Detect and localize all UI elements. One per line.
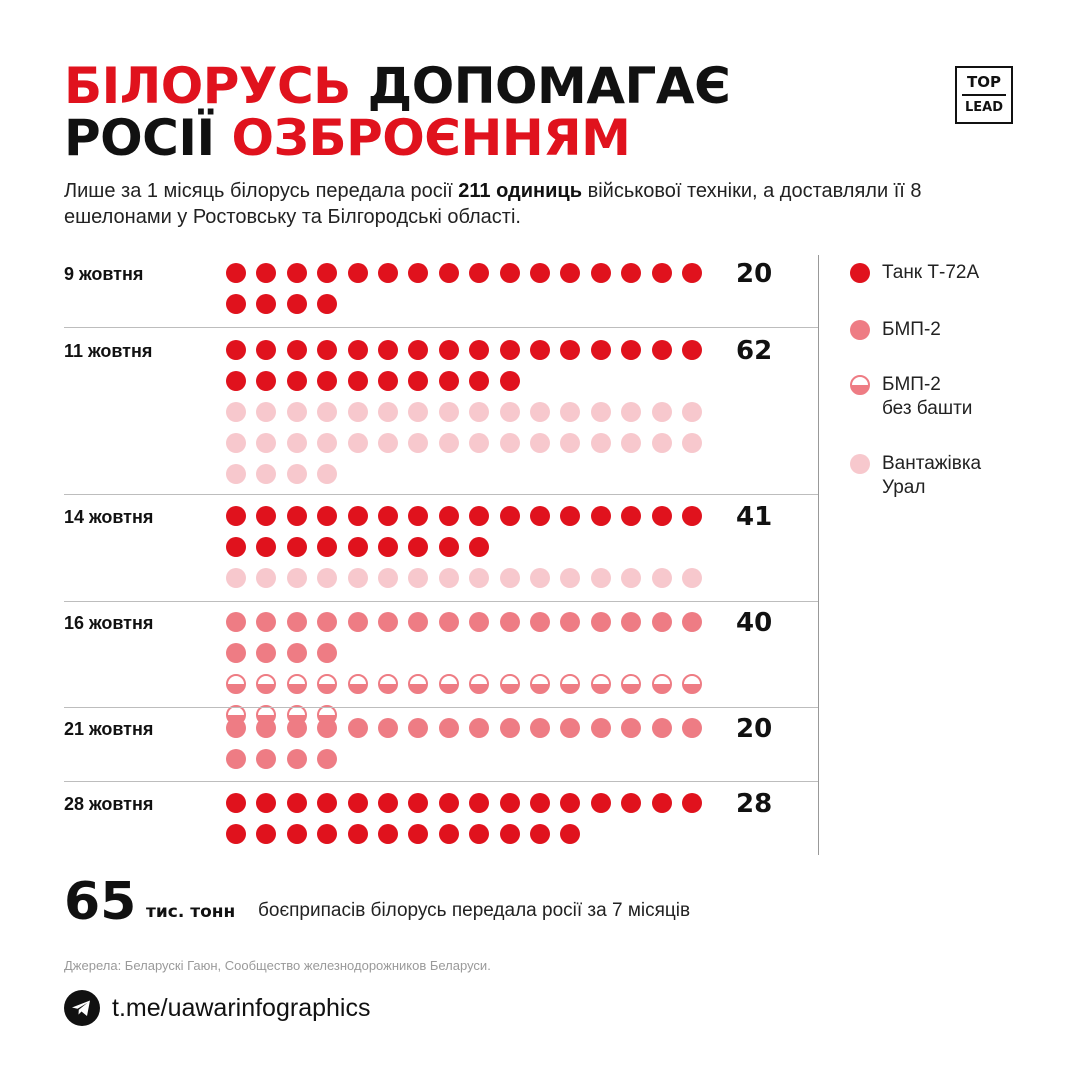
dot-bmp xyxy=(560,612,580,632)
row-date: 28 жовтня xyxy=(64,794,154,814)
dot-truck xyxy=(469,433,489,453)
dot-tank xyxy=(256,263,276,283)
title-red-2: ОЗБРОЄННЯМ xyxy=(231,109,631,167)
dot-tank xyxy=(439,263,459,283)
dot-truck xyxy=(378,433,398,453)
dot-bmp-nt xyxy=(621,674,641,694)
row-separator xyxy=(64,781,818,782)
dot-tank xyxy=(348,824,368,844)
dot-tank xyxy=(469,537,489,557)
dot-tank xyxy=(378,824,398,844)
dot-tank xyxy=(621,506,641,526)
row-separator xyxy=(64,327,818,328)
dot-tank xyxy=(378,793,398,813)
dot-tank xyxy=(226,824,246,844)
dot-tank xyxy=(621,340,641,360)
dot-tank xyxy=(226,537,246,557)
dot-bmp xyxy=(500,612,520,632)
dot-truck xyxy=(621,568,641,588)
dot-tank xyxy=(439,824,459,844)
dot-truck xyxy=(439,433,459,453)
dot-truck xyxy=(408,568,428,588)
dot-tank xyxy=(256,793,276,813)
dot-tank xyxy=(256,824,276,844)
dot-bmp-nt xyxy=(469,674,489,694)
dot-truck xyxy=(256,402,276,422)
row-date: 14 жовтня xyxy=(64,507,154,527)
subtitle-post: військової техніки, а доставляли її 8 ешелонами у Ростовську та Білгородські області. xyxy=(64,180,922,228)
dot-bmp-nt xyxy=(500,674,520,694)
dot-truck xyxy=(256,433,276,453)
row-date: 21 жовтня xyxy=(64,719,154,739)
dot-bmp xyxy=(317,612,337,632)
dot-bmp xyxy=(256,643,276,663)
dot-bmp-nt xyxy=(652,674,672,694)
row-total: 62 xyxy=(736,336,773,366)
row-separator xyxy=(64,494,818,495)
dot-truck xyxy=(408,433,428,453)
source-note: Джерела: Беларускі Гаюн, Сообщество железнодорожников Беларуси. xyxy=(64,958,491,973)
dot-tank xyxy=(469,824,489,844)
dot-truck xyxy=(469,402,489,422)
dot-bmp-nt xyxy=(560,674,580,694)
legend-label: БМП-2 без башти xyxy=(882,374,973,419)
row-date: 16 жовтня xyxy=(64,613,154,633)
dot-truck xyxy=(287,433,307,453)
dot-truck xyxy=(652,402,672,422)
dot-tank xyxy=(408,824,428,844)
dot-truck xyxy=(378,568,398,588)
dot-tank xyxy=(226,263,246,283)
dot-bmp xyxy=(469,718,489,738)
dot-tank xyxy=(682,263,702,283)
row-total: 41 xyxy=(736,502,773,532)
dot-tank xyxy=(439,537,459,557)
dot-tank xyxy=(226,294,246,314)
dot-truck xyxy=(226,402,246,422)
dot-tank xyxy=(530,506,550,526)
dot-tank xyxy=(317,263,337,283)
dot-truck xyxy=(591,433,611,453)
dot-tank xyxy=(560,263,580,283)
legend-swatch xyxy=(850,263,870,283)
dot-tank xyxy=(378,537,398,557)
dot-truck xyxy=(560,568,580,588)
row-date: 11 жовтня xyxy=(64,341,153,361)
dot-truck xyxy=(469,568,489,588)
dot-bmp xyxy=(530,718,550,738)
dot-tank xyxy=(348,537,368,557)
dot-truck xyxy=(439,568,459,588)
dot-bmp xyxy=(682,612,702,632)
legend-label: БМП-2 xyxy=(882,319,941,340)
logo-line-2: LEAD xyxy=(964,100,1004,115)
dot-tank xyxy=(500,340,520,360)
dot-tank xyxy=(317,793,337,813)
dot-tank xyxy=(317,506,337,526)
dot-truck xyxy=(408,402,428,422)
dot-bmp xyxy=(226,749,246,769)
dot-bmp xyxy=(408,612,428,632)
dot-truck xyxy=(378,402,398,422)
dot-bmp xyxy=(256,749,276,769)
dot-tank xyxy=(408,506,428,526)
legend-swatch xyxy=(850,320,870,340)
dot-truck xyxy=(287,402,307,422)
dot-bmp xyxy=(348,718,368,738)
dot-truck xyxy=(317,402,337,422)
dot-tank xyxy=(469,340,489,360)
dot-bmp xyxy=(256,612,276,632)
dot-bmp-nt xyxy=(439,674,459,694)
dot-tank xyxy=(439,371,459,391)
dot-tank xyxy=(226,371,246,391)
dot-bmp xyxy=(682,718,702,738)
title-black-2: РОСІЇ xyxy=(64,109,215,167)
dot-tank xyxy=(682,793,702,813)
dot-tank xyxy=(439,506,459,526)
dot-truck xyxy=(530,402,550,422)
subtitle-pre: Лише за 1 місяць білорусь передала росії xyxy=(64,180,459,202)
dot-tank xyxy=(256,340,276,360)
dot-tank xyxy=(621,263,641,283)
ammo-unit: тис. тонн xyxy=(146,902,236,922)
dot-tank xyxy=(317,824,337,844)
dot-bmp xyxy=(591,718,611,738)
dot-bmp xyxy=(439,718,459,738)
dot-bmp xyxy=(378,718,398,738)
dot-bmp xyxy=(621,612,641,632)
dot-truck xyxy=(621,433,641,453)
dot-tank xyxy=(348,340,368,360)
dot-truck xyxy=(317,464,337,484)
dot-tank xyxy=(469,506,489,526)
dot-truck xyxy=(530,568,550,588)
legend-swatch xyxy=(850,375,870,395)
legend-label: Танк Т-72А xyxy=(882,262,980,283)
dot-bmp xyxy=(317,643,337,663)
dot-truck xyxy=(591,568,611,588)
dot-tank xyxy=(469,371,489,391)
row-separator xyxy=(64,601,818,602)
dot-truck xyxy=(317,433,337,453)
dot-tank xyxy=(256,371,276,391)
dot-bmp xyxy=(378,612,398,632)
dot-tank xyxy=(591,263,611,283)
dot-tank xyxy=(348,793,368,813)
dot-bmp-nt xyxy=(256,674,276,694)
dot-bmp xyxy=(287,612,307,632)
dot-tank xyxy=(348,263,368,283)
dot-tank xyxy=(530,263,550,283)
dot-tank xyxy=(408,340,428,360)
dot-tank xyxy=(226,793,246,813)
dot-tank xyxy=(408,263,428,283)
dot-bmp-nt xyxy=(287,674,307,694)
dot-tank xyxy=(256,294,276,314)
dot-truck xyxy=(348,402,368,422)
dot-tank xyxy=(560,793,580,813)
dot-tank xyxy=(287,263,307,283)
dot-bmp xyxy=(348,612,368,632)
dot-truck xyxy=(560,402,580,422)
dot-truck xyxy=(591,402,611,422)
dot-truck xyxy=(500,568,520,588)
title-black-1: ДОПОМАГАЄ xyxy=(367,57,731,115)
dot-tank xyxy=(439,340,459,360)
legend-swatch xyxy=(850,454,870,474)
dot-truck xyxy=(226,568,246,588)
dot-truck xyxy=(682,433,702,453)
dot-truck xyxy=(226,433,246,453)
dot-tank xyxy=(469,793,489,813)
dot-tank xyxy=(500,506,520,526)
dot-tank xyxy=(530,824,550,844)
dot-tank xyxy=(560,340,580,360)
dot-bmp-nt xyxy=(348,674,368,694)
dot-tank xyxy=(317,537,337,557)
title-red-1: БІЛОРУСЬ xyxy=(64,57,351,115)
dot-tank xyxy=(621,793,641,813)
dot-tank xyxy=(560,506,580,526)
dot-truck xyxy=(317,568,337,588)
row-total: 20 xyxy=(736,714,773,744)
dot-bmp xyxy=(560,718,580,738)
dot-tank xyxy=(682,340,702,360)
dot-tank xyxy=(226,506,246,526)
dot-tank xyxy=(378,340,398,360)
row-total: 20 xyxy=(736,259,773,289)
dot-tank xyxy=(348,371,368,391)
legend-label: Вантажівка Урал xyxy=(882,453,982,498)
dot-tank xyxy=(591,506,611,526)
dot-tank xyxy=(287,537,307,557)
dot-tank xyxy=(408,371,428,391)
dot-truck xyxy=(439,402,459,422)
dot-tank xyxy=(287,294,307,314)
dot-tank xyxy=(287,340,307,360)
dot-truck xyxy=(256,568,276,588)
dot-tank xyxy=(500,793,520,813)
dot-tank xyxy=(500,824,520,844)
dot-truck xyxy=(226,464,246,484)
dot-tank xyxy=(287,371,307,391)
dot-bmp xyxy=(408,718,428,738)
dot-tank xyxy=(287,793,307,813)
dot-bmp-nt xyxy=(408,674,428,694)
dot-bmp xyxy=(287,718,307,738)
dot-truck xyxy=(287,464,307,484)
dot-bmp xyxy=(226,612,246,632)
telegram-icon[interactable] xyxy=(64,990,100,1026)
dot-tank xyxy=(682,506,702,526)
dot-bmp xyxy=(317,749,337,769)
dot-bmp-nt xyxy=(378,674,398,694)
dot-truck xyxy=(682,402,702,422)
dot-bmp xyxy=(500,718,520,738)
row-separator xyxy=(64,707,818,708)
subtitle-bold: 211 одиниць xyxy=(458,180,583,202)
dot-bmp xyxy=(256,718,276,738)
dot-tank xyxy=(500,371,520,391)
dot-tank xyxy=(591,340,611,360)
dot-tank xyxy=(226,340,246,360)
dot-bmp-nt xyxy=(317,674,337,694)
dot-tank xyxy=(378,506,398,526)
dot-truck xyxy=(348,568,368,588)
dot-tank xyxy=(652,340,672,360)
dot-tank xyxy=(408,537,428,557)
dot-tank xyxy=(317,371,337,391)
dot-truck xyxy=(682,568,702,588)
dot-bmp xyxy=(226,643,246,663)
dot-tank xyxy=(530,793,550,813)
dot-bmp xyxy=(591,612,611,632)
dot-tank xyxy=(287,824,307,844)
dot-truck xyxy=(287,568,307,588)
ammo-text: боєприпасів білорусь передала росії за 7 місяців xyxy=(258,900,691,921)
dot-truck xyxy=(530,433,550,453)
dot-bmp xyxy=(226,718,246,738)
dot-truck xyxy=(500,402,520,422)
dot-truck xyxy=(500,433,520,453)
dot-tank xyxy=(652,506,672,526)
dot-bmp xyxy=(439,612,459,632)
dot-bmp-nt xyxy=(682,674,702,694)
dot-bmp xyxy=(287,749,307,769)
dot-bmp xyxy=(287,643,307,663)
dot-bmp xyxy=(652,718,672,738)
dot-tank xyxy=(256,537,276,557)
dot-tank xyxy=(408,793,428,813)
ammo-number: 65 xyxy=(64,872,137,932)
dot-truck xyxy=(560,433,580,453)
dot-tank xyxy=(500,263,520,283)
dot-tank xyxy=(560,824,580,844)
dot-tank xyxy=(317,340,337,360)
dot-tank xyxy=(378,371,398,391)
dot-tank xyxy=(652,793,672,813)
dot-truck xyxy=(652,568,672,588)
dot-tank xyxy=(317,294,337,314)
dot-tank xyxy=(652,263,672,283)
row-date: 9 жовтня xyxy=(64,264,144,284)
dot-bmp xyxy=(530,612,550,632)
dot-tank xyxy=(591,793,611,813)
dot-tank xyxy=(256,506,276,526)
dot-truck xyxy=(256,464,276,484)
dot-bmp xyxy=(317,718,337,738)
dot-tank xyxy=(469,263,489,283)
dot-tank xyxy=(348,506,368,526)
dot-tank xyxy=(530,340,550,360)
dot-bmp-nt xyxy=(591,674,611,694)
logo-line-1: TOP xyxy=(967,73,1001,91)
dot-bmp xyxy=(652,612,672,632)
dot-bmp-nt xyxy=(226,674,246,694)
row-total: 28 xyxy=(736,789,773,819)
dot-tank xyxy=(287,506,307,526)
row-total: 40 xyxy=(736,608,773,638)
dot-bmp-nt xyxy=(530,674,550,694)
telegram-link[interactable]: t.me/uawarinfographics xyxy=(112,994,371,1022)
dot-truck xyxy=(621,402,641,422)
dot-bmp xyxy=(469,612,489,632)
dot-bmp xyxy=(621,718,641,738)
dot-truck xyxy=(652,433,672,453)
legend-divider xyxy=(818,255,819,855)
dot-tank xyxy=(378,263,398,283)
dot-truck xyxy=(348,433,368,453)
dot-tank xyxy=(439,793,459,813)
